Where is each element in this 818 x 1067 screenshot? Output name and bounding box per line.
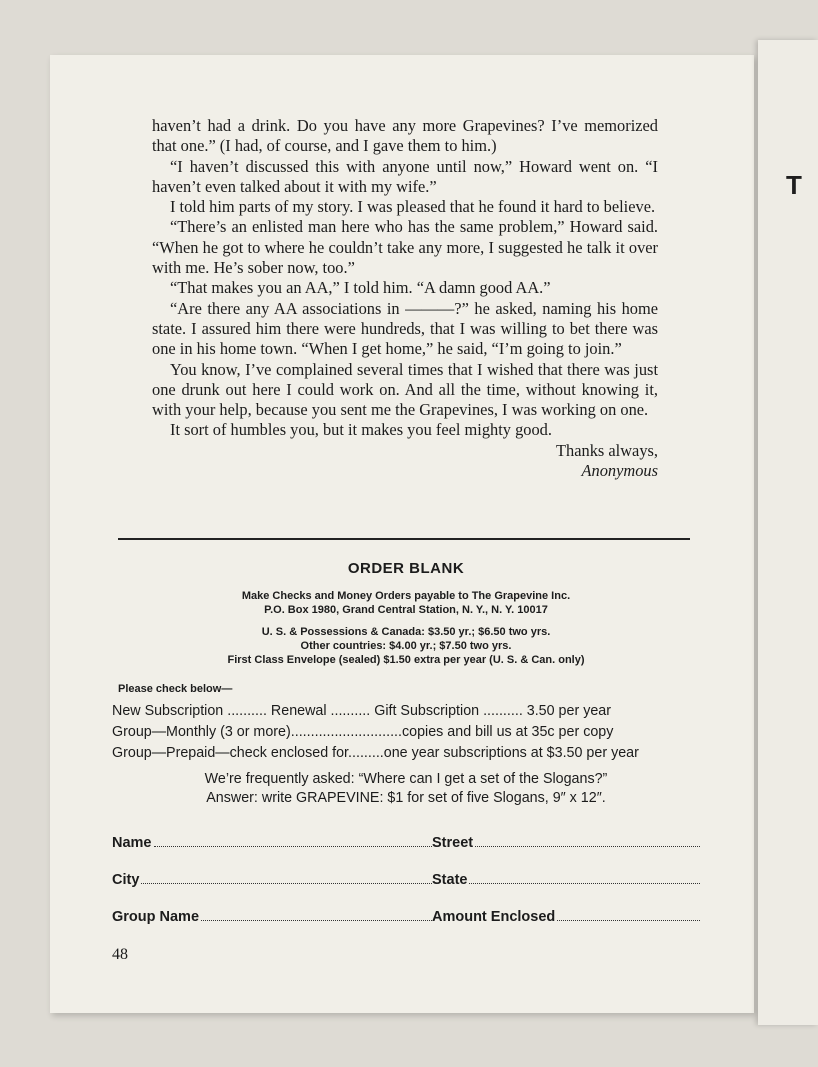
paragraph: “That makes you an AA,” I told him. “A damn good AA.” <box>170 278 551 298</box>
closing: Thanks always, <box>556 440 658 460</box>
paragraph: haven’t had a drink. Do you have any more Grapevines? I’ve memorized that one.” (I had, of course, and I gave them to him.) <box>152 116 658 156</box>
paragraph: “Are there any AA associations in ———?” he asked, naming his home state. I assured him there were hundreds, that I was willing to bet there was one in his home town. “When I get home,” he said, “I’m going to join.” <box>152 298 658 359</box>
amount-enclosed-label: Amount Enclosed <box>432 909 556 925</box>
amount-enclosed-field[interactable] <box>432 908 700 925</box>
order-title: ORDER BLANK <box>347 560 465 577</box>
name-label: Name <box>112 835 152 851</box>
faq-answer: Answer: write GRAPEVINE: $1 for set of five Slogans, 9″ x 12″. <box>206 790 606 806</box>
letter-text <box>152 116 658 481</box>
subscription-rates <box>112 625 700 667</box>
group-name-label: Group Name <box>112 909 200 925</box>
paragraph: “I haven’t discussed this with anyone until now,” Howard went on. “I haven’t even talked about it with my wife.” <box>152 156 658 196</box>
rate-line: U. S. & Possessions & Canada: $3.50 yr.; $6.50 two yrs. <box>261 626 551 638</box>
page-number: 48 <box>112 946 128 963</box>
city-field[interactable] <box>112 871 432 888</box>
section-divider <box>118 538 690 540</box>
option-new-renewal-gift[interactable]: New Subscription .......... Renewal .......... Gift Subscription .......... 3.50 per year <box>112 703 612 719</box>
paragraph: It sort of humbles you, but it makes you feel mighty good. <box>170 420 552 440</box>
paragraph: “There’s an enlisted man here who has the same problem,” Howard said. “When he got to where he couldn’t take any more, I suggested he talk it over with me. He’s sober now, too.” <box>152 217 658 278</box>
paragraph: You know, I’ve complained several times that I wished that there was just one drunk out here I could work on. And all the time, without knowing it, with your help, because you sent me the Grapevines, I was working on one. <box>152 359 658 420</box>
name-field[interactable] <box>112 834 432 851</box>
rate-line: First Class Envelope (sealed) $1.50 extra per year (U. S. & Can. only) <box>227 654 585 666</box>
order-fields <box>112 834 700 945</box>
city-label: City <box>112 872 140 888</box>
order-blank <box>112 560 700 945</box>
address-line: P.O. Box 1980, Grand Central Station, N. Y., N. Y. 10017 <box>264 604 548 616</box>
faq-question: We’re frequently asked: “Where can I get a set of the Slogans?” <box>204 771 608 787</box>
paragraph: I told him parts of my story. I was pleased that he found it hard to believe. <box>170 197 656 217</box>
signature: Anonymous <box>581 461 658 481</box>
slogans-faq <box>112 770 700 808</box>
option-group-monthly[interactable]: Group—Monthly (3 or more)............................copies and bill us at 35c per copy <box>112 724 614 740</box>
rate-line: Other countries: $4.00 yr.; $7.50 two yrs. <box>300 640 512 652</box>
payable-line: Make Checks and Money Orders payable to The Grapevine Inc. <box>241 590 571 602</box>
street-field[interactable] <box>432 834 700 851</box>
check-instruction: Please check below— <box>118 683 233 695</box>
subscription-options <box>112 701 700 764</box>
option-group-prepaid[interactable]: Group—Prepaid—check enclosed for.........one year subscriptions at $3.50 per year <box>112 745 639 761</box>
group-name-field[interactable] <box>112 908 432 925</box>
payable-info <box>112 589 700 617</box>
state-label: State <box>432 872 468 888</box>
right-page-heading-fragment: T <box>786 170 802 200</box>
street-label: Street <box>432 835 474 851</box>
state-field[interactable] <box>432 871 700 888</box>
